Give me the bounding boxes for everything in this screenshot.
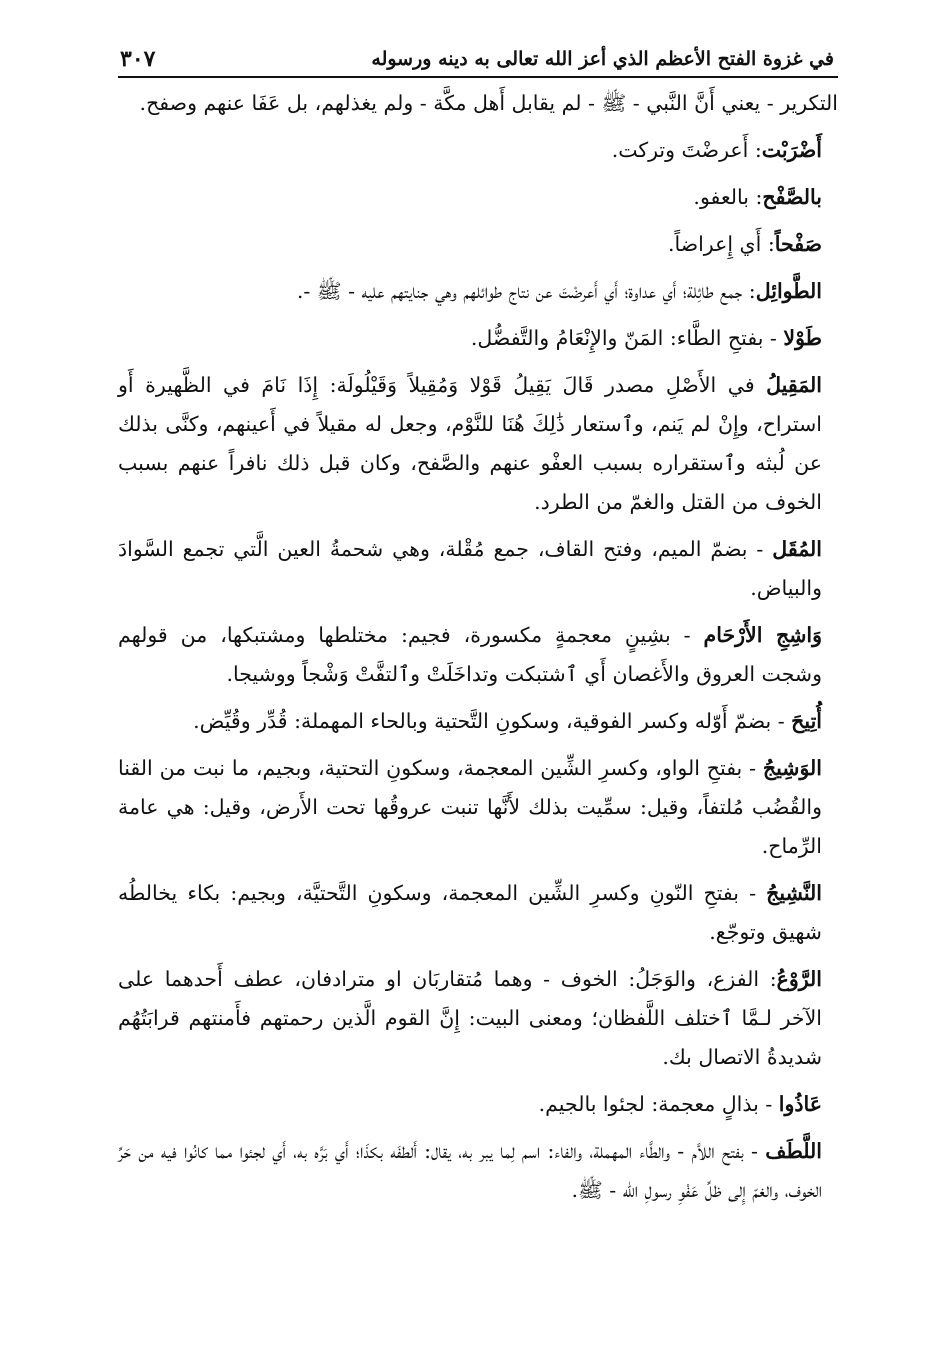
entry-text: في الأَصْلِ مصدر قَالَ يَقِيلُ قَوْلا وَمُقِيلاً وَقَيْلُولَة: إِذَا نَامَ في الظَّهيرة أَو استراح، وإِنْ لم يَنم، وٱستعار ذَٰلِكَ هُنَا للنَّوْم، وجعل له مقيلاً في أَعينهم، وكنَّى بذلك عن لُبثه وٱستقراره بسبب العفْو عنهم والصَّفح، وكان قبل ذلك نافراً عنهم بسبب الخوف من القتل والغمّ من الطرد. [118, 373, 822, 514]
entry-term: اللَّطَف [765, 1139, 822, 1163]
entry-term: أَضْرَبْت [761, 138, 822, 162]
book-page [118, 30, 838, 1340]
entry-term: الوَشِيجُ [762, 756, 822, 780]
entry-term: الرَّوْعُ [776, 967, 822, 991]
page-body [118, 84, 838, 1210]
entry-text: - بفتحِ الطَّاء: المَنّ والإِنْعَامُ والتَّفضُّل. [470, 326, 784, 350]
paragraph-4 [118, 225, 838, 264]
entry-term: بالصَّفْح [762, 185, 822, 209]
entry-text: - بضمّ أَوّله وكسر الفوقية، وسكونِ التَّحتية وبالحاء المهملة: قُدِّر وقُيِّض. [193, 709, 792, 733]
page-number: ٣٠٧ [120, 46, 156, 72]
entry-text: : بالعفو. [693, 185, 763, 209]
entry-text: - بفتحِ الواو، وكسرِ الشِّين المعجمة، وسكونِ التحتية، وبجيم، ما نبت من القنا والقُضُب مُلتفاً، وقيل: سمِّيت بذلك لأَنَّها تنبت عروقُها تحت الأَرض، وقيل: هي عامة الرِّماح. [118, 756, 822, 858]
paragraph-11 [118, 749, 838, 866]
entry-text: : الفزع، والوَجَلُ: الخوف - وهما مُتقاربَان او مترادفان، عطف أَحدهما على الآخر لـمَّا ٱختلف اللَّفظان؛ ومعنى البيت: إِنَّ القوم الَّذين رحمتهم فأَمنتهم قرابَتُهُم شديدةُ الاتصال بك. [118, 967, 822, 1069]
page-header [118, 30, 838, 76]
paragraph-15 [118, 1132, 838, 1210]
entry-term: المُقَل [772, 537, 822, 561]
entry-text: - بضمّ الميم، وفتح القاف، جمع مُقْلة، وهي شحمةُ العين الَّتي تجمع السَّوادَ والبياض. [118, 537, 822, 600]
entry-text: التكرير - يعني أَنَّ النَّبي - ﷺ - لم يقابل أَهل مكَّة - ولم يغذلهم، بل عَفَا عنهم وصفح. [139, 91, 838, 115]
paragraph-3 [118, 178, 838, 217]
entry-text: : أَعرضْتَ وتركت. [611, 138, 762, 162]
entry-text: - بشِينٍ معجمةٍ مكسورة، فجيم: مختلطها ومشتبكها، من قولهم وشجت العروق والأَغصان أَي ٱشتبكت وتداخَلَتْ وٱلتفَّتْ وَشْجاً ووشيجا. [118, 623, 822, 686]
entry-text: - بفتح اللاَّم - والطَّاء المهملة، والفاء: اسم لِما يبر به، يقال: أَلطفَه بكذَا؛ أَي بَرَّه به، أَي لجئوا مما كانُوا فيه من حَرِّ الخوف، والغمّ إِلى ظلِّ عَفْوِ رسولِ الله - ﷺ. [118, 1139, 822, 1202]
paragraph-6 [118, 319, 838, 358]
paragraph-9 [118, 616, 838, 694]
paragraph-14 [118, 1085, 838, 1124]
paragraph-13 [118, 960, 838, 1077]
paragraph-5 [118, 272, 838, 311]
paragraph-1 [118, 84, 838, 123]
entry-term: طَوْلا [783, 326, 822, 350]
entry-term: صَفْحاً [774, 232, 822, 256]
entry-term: المَقِيلُ [766, 373, 822, 397]
entry-term: الطَّوائِل [755, 279, 822, 303]
entry-term: وَاشِجِ الأَرْحَام [703, 623, 822, 647]
header-rule [118, 76, 838, 78]
paragraph-10 [118, 702, 838, 741]
entry-term: عَاذُوا [778, 1092, 822, 1116]
paragraph-12 [118, 874, 838, 952]
entry-text: : جمع طائِلة؛ أَي عداوة؛ أَي أَعرضْتَ عن نتاج طوائلهم وهي جنايتهم عليه - ﷺ -. [296, 279, 756, 303]
entry-text: - بذالٍ معجمة: لجئوا بالجيم. [538, 1092, 779, 1116]
paragraph-2 [118, 131, 838, 170]
paragraph-8 [118, 530, 838, 608]
entry-text: : أَي إِعراضاً. [667, 232, 775, 256]
entry-text: - بفتحِ النّونِ وكسرِ الشِّين المعجمة، وسكونِ التَّحتيَّة، وبجيم: بكاء يخالطُه شهيق وتوجّع. [118, 881, 822, 944]
paragraph-7 [118, 366, 838, 522]
entry-term: أُتِيحَ [791, 709, 822, 733]
entry-term: النَّشِيجُ [766, 881, 822, 905]
running-title: في غزوة الفتح الأعظم الذي أعز الله تعالى به دينه ورسوله [371, 48, 834, 70]
